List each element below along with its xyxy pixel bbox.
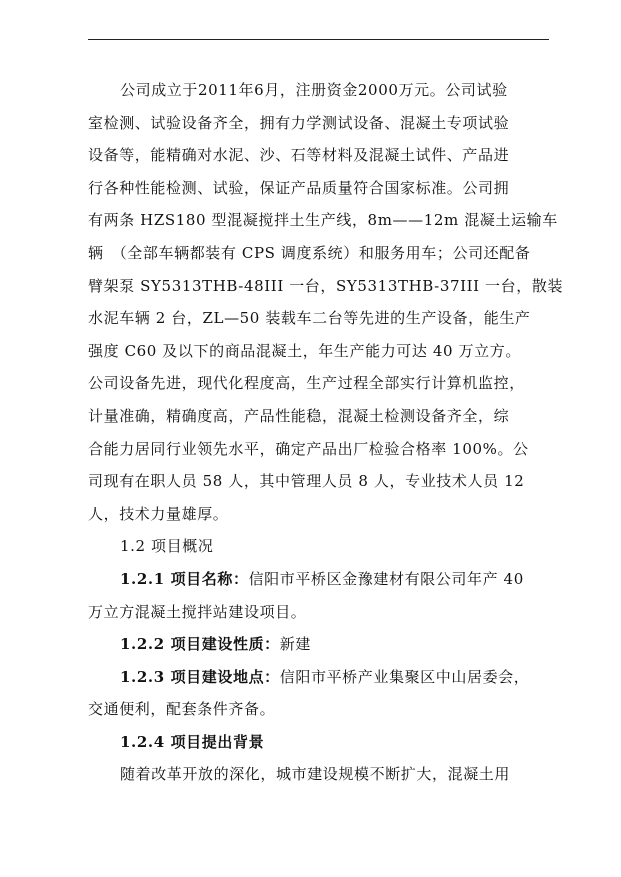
item-1-2-3-label: 1.2.3 项目建设地点： [120, 667, 280, 686]
item-1-2-2-line [88, 628, 552, 661]
intro-line: 公司成立于2011年6月，注册资金2000万元。公司试验 [120, 81, 508, 99]
background-paragraph-line: 随着改革开放的深化，城市建设规模不断扩大，混凝土用 [120, 765, 511, 784]
item-1-2-1-line [88, 563, 552, 596]
header-rule [88, 39, 549, 40]
item-1-2-4-heading: 1.2.4 项目提出背景 [120, 732, 265, 751]
intro-line: 司现有在职人员 58 人，其中管理人员 8 人，专业技术人员 12 [88, 472, 525, 491]
intro-line: 臂架泵 SY5313THB-48III 一台，SY5313THB-37III 一台，散装 [88, 276, 564, 295]
intro-line: 合能力居同行业领先水平，确定产品出厂检验合格率 100%。公 [88, 439, 529, 458]
item-1-2-3-text: 信阳市平桥产业集聚区中山居委会， [279, 667, 530, 686]
item-1-2-3-continuation: 交通便利，配套条件齐备。 [88, 700, 276, 719]
intro-line: 人，技术力量雄厚。 [88, 504, 229, 523]
intro-line: 公司设备先进，现代化程度高，生产过程全部实行计算机监控， [88, 374, 525, 393]
intro-line: 水泥车辆 2 台，ZL—50 装载车二台等先进的生产设备，能生产 [88, 309, 531, 328]
item-1-2-1-text: 信阳市平桥区金豫建材有限公司年产 40 [248, 569, 524, 588]
item-1-2-2-text: 新建 [279, 635, 311, 654]
item-1-2-1-continuation: 万立方混凝土搅拌站建设项目。 [88, 602, 307, 621]
item-1-2-2-label: 1.2.2 项目建设性质： [120, 635, 280, 654]
item-1-2-1-label: 1.2.1 项目名称： [120, 569, 249, 588]
intro-line: 强度 C60 及以下的商品混凝土，年生产能力可达 40 万立方。 [88, 341, 521, 360]
intro-line: 有两条 HZS180 型混凝搅拌土生产线，8m——12m 混凝土运输车 [88, 211, 558, 230]
intro-line: 行各种性能检测、试验，保证产品质量符合国家标准。公司拥 [88, 178, 510, 197]
document-body [88, 74, 564, 791]
section-heading-1-2: 1.2 项目概况 [120, 537, 214, 556]
intro-line: 计量准确，精确度高，产品性能稳，混凝土检测设备齐全，综 [88, 406, 510, 425]
intro-line: 设备等，能精确对水泥、沙、石等材料及混凝土试件、产品进 [88, 146, 510, 165]
intro-line: 室检测、试验设备齐全，拥有力学测试设备、混凝土专项试验 [88, 113, 510, 132]
item-1-2-3-line [88, 661, 552, 694]
intro-line: 辆 （全部车辆都装有 CPS 调度系统）和服务用车；公司还配备 [88, 243, 531, 262]
